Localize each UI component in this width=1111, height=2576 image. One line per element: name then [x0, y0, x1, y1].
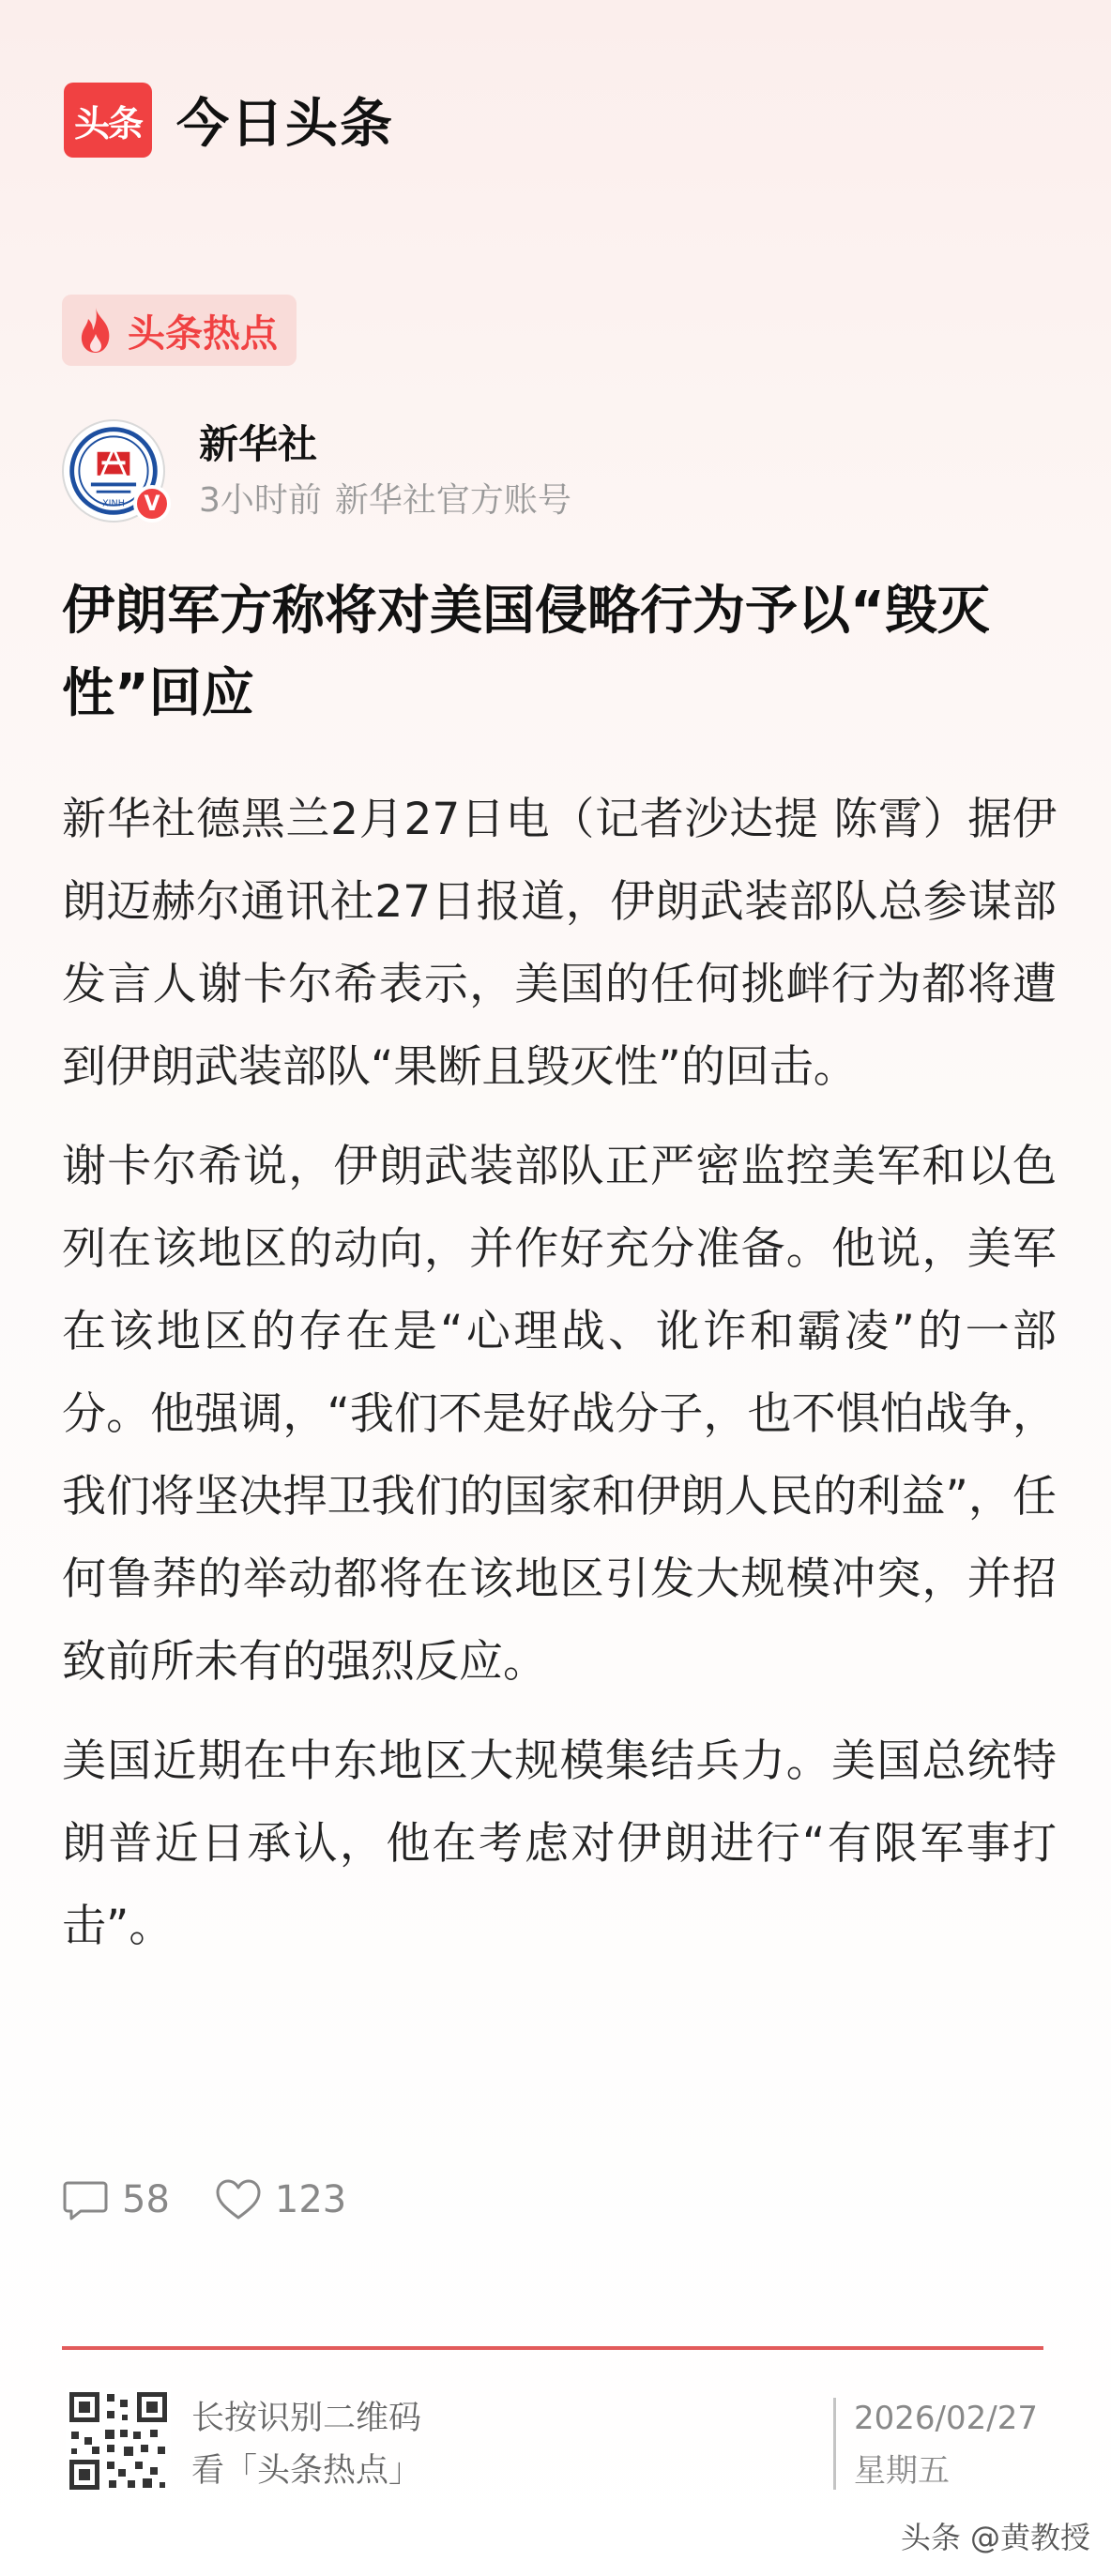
toutiao-logo: 头条 [64, 83, 152, 158]
date-divider [833, 2398, 836, 2490]
article-title: 伊朗军方称将对美国侵略行为予以“毁灭性”回应 [62, 581, 990, 724]
comment-icon [62, 2178, 109, 2221]
watermark: 头条 @黄教授 [900, 2520, 1090, 2555]
engagement-stats [62, 2178, 346, 2221]
flame-icon [75, 306, 116, 355]
comment-count: 58 [122, 2178, 170, 2221]
section-divider [62, 2346, 1043, 2350]
account-description: 新华社官方账号 [334, 481, 571, 520]
qr-code[interactable] [66, 2388, 171, 2493]
comment-button[interactable] [62, 2178, 170, 2221]
date-text: 2026/02/27 [854, 2400, 1038, 2437]
article-body [62, 779, 1057, 1985]
author-avatar-wrap[interactable] [62, 419, 165, 523]
hot-topic-badge[interactable] [62, 295, 297, 366]
heart-icon [215, 2178, 262, 2221]
qr-caption-line1: 长按识别二维码 [191, 2400, 422, 2437]
author-row[interactable] [62, 418, 571, 523]
avatar-text: XINH [102, 498, 125, 509]
article-paragraph: 新华社德黑兰2月27日电（记者沙达提 陈霄）据伊朗迈赫尔通讯社27日报道，伊朗武装部队总参谋部发言人谢卡尔希表示，美国的任何挑衅行为都将遭到伊朗武装部队“果断且毁灭性”的回击。 [62, 794, 1057, 1093]
like-count: 123 [274, 2178, 347, 2221]
article-paragraph: 美国近期在中东地区大规模集结兵力。美国总统特朗普近日承认，他在考虑对伊朗进行“有限军事打击”。 [62, 1735, 1057, 1952]
app-header [64, 83, 394, 158]
weekday-text: 星期五 [854, 2452, 950, 2490]
date-block [854, 2392, 1038, 2497]
article-paragraph: 谢卡尔希说，伊朗武装部队正严密监控美军和以色列在该地区的动向，并作好充分准备。他说，美军在该地区的存在是“心理战、讹诈和霸凌”的一部分。他强调，“我们不是好战分子，也不惧怕战争，我们将坚决捍卫我们的国家和伊朗人民的利益”，任何鲁莽的举动都将在该地区引发大规模冲突，并招致前所未有的强烈反应。 [62, 1141, 1057, 1688]
verified-badge: V [133, 485, 171, 523]
author-meta [199, 418, 571, 523]
post-time: 3小时前 [199, 481, 322, 520]
app-name: 今日头条 [176, 94, 394, 155]
like-button[interactable] [215, 2178, 346, 2221]
author-name[interactable]: 新华社 [199, 421, 318, 467]
qr-caption [191, 2392, 421, 2497]
author-subline [199, 478, 571, 523]
qr-caption-line2: 看「头条热点」 [191, 2452, 422, 2490]
hot-topic-label: 头条热点 [128, 311, 278, 356]
